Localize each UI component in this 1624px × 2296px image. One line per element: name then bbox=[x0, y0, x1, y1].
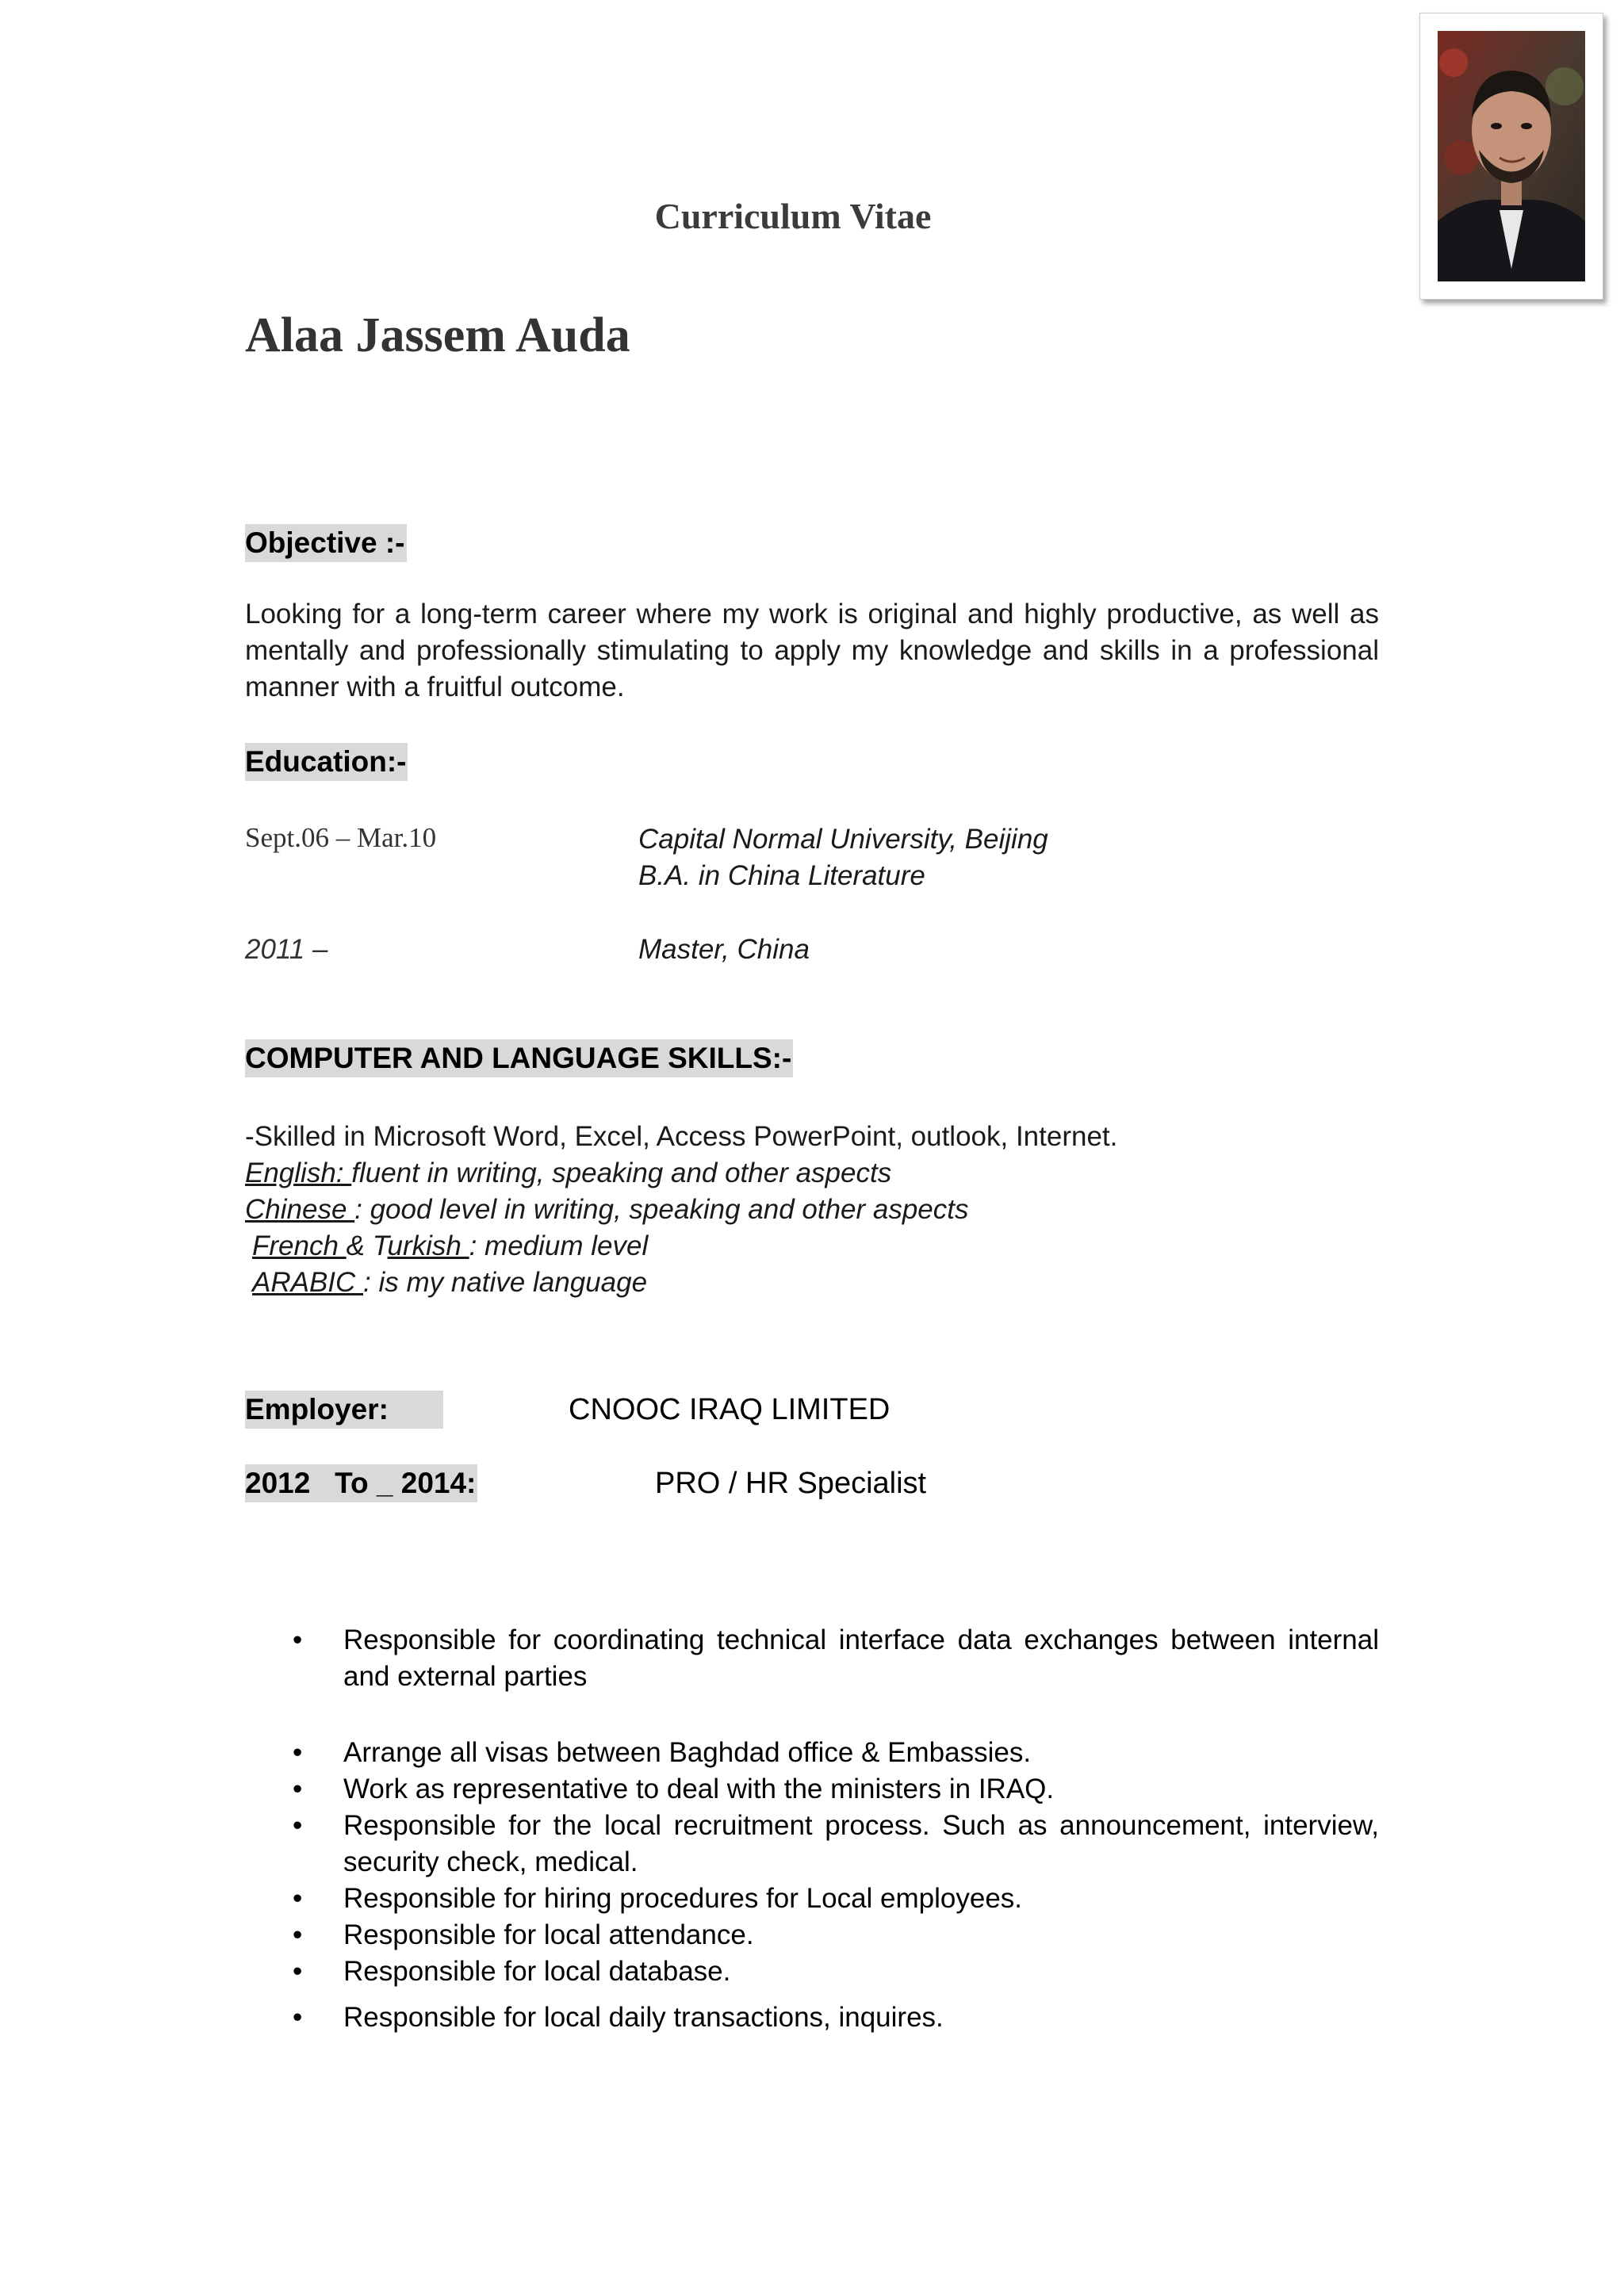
french-turkish-amp: & T bbox=[346, 1230, 388, 1261]
english-label: English: bbox=[245, 1158, 352, 1188]
duty-text: Arrange all visas between Baghdad office & Embassies. bbox=[343, 1737, 1032, 1768]
arabic-skill bbox=[252, 1265, 647, 1301]
duty-text: Responsible for hiring procedures for Local employees. bbox=[343, 1883, 1023, 1914]
bullet-dot: • bbox=[293, 1737, 303, 1768]
role-value: PRO / HR Specialist bbox=[655, 1467, 927, 1500]
education-heading: Education:- bbox=[245, 743, 408, 781]
duty-text: Responsible for local daily transactions, inquires. bbox=[343, 2002, 944, 2033]
arabic-text: : is my native language bbox=[363, 1267, 648, 1298]
cv-title: Curriculum Vitae bbox=[654, 196, 932, 236]
employer-heading: Employer: bbox=[245, 1391, 443, 1429]
bullet-dot: • bbox=[293, 1883, 303, 1914]
profile-photo-image bbox=[1438, 31, 1585, 281]
french-turkish-skill bbox=[252, 1228, 648, 1265]
duty-text: Work as representative to deal with the ministers in IRAQ. bbox=[343, 1774, 1055, 1804]
profile-photo-frame bbox=[1419, 13, 1603, 300]
duty-text: Responsible for local database. bbox=[343, 1956, 731, 1987]
skills-heading: COMPUTER AND LANGUAGE SKILLS:- bbox=[245, 1039, 793, 1077]
duty-text: Responsible for the local recruitment process. Such as announcement, interview, security check, medical. bbox=[343, 1810, 1379, 1877]
education-detail-2: Master, China bbox=[638, 934, 810, 965]
french-label: French bbox=[252, 1230, 347, 1261]
english-skill bbox=[245, 1155, 891, 1192]
duty-text: Responsible for local attendance. bbox=[343, 1919, 754, 1950]
objective-text: Looking for a long-term career where my work is original and highly productive, as well as mentally and professionally stimulating to apply my knowledge and skills in a professional manner with a fruitful outcome. bbox=[245, 599, 1379, 702]
bullet-dot: • bbox=[293, 1810, 303, 1841]
education-date-1: Sept.06 – Mar.10 bbox=[245, 822, 437, 853]
employer-value: CNOOC IRAQ LIMITED bbox=[569, 1393, 891, 1426]
employment-period-heading: 2012 To _ 2014: bbox=[245, 1464, 477, 1502]
education-degree-1: B.A. in China Literature bbox=[638, 860, 925, 891]
bullet-dot: • bbox=[293, 2002, 303, 2033]
english-text: fluent in writing, speaking and other aspects bbox=[351, 1158, 892, 1188]
arabic-label: ARABIC bbox=[252, 1267, 364, 1298]
bullet-dot: • bbox=[293, 1919, 303, 1950]
duty-text: Responsible for coordinating technical interface data exchanges between internal and external parties bbox=[343, 1624, 1379, 1692]
chinese-label: Chinese bbox=[245, 1194, 355, 1225]
profile-photo bbox=[1438, 31, 1585, 281]
bullet-dot: • bbox=[293, 1774, 303, 1804]
turkish-label: urkish bbox=[387, 1230, 469, 1261]
chinese-text: : good level in writing, speaking and other aspects bbox=[354, 1194, 969, 1225]
education-date-2: 2011 – bbox=[245, 934, 328, 965]
person-name: Alaa Jassem Auda bbox=[245, 308, 630, 362]
education-institution-1: Capital Normal University, Beijing bbox=[638, 824, 1048, 855]
french-turkish-text: : medium level bbox=[469, 1230, 649, 1261]
chinese-skill bbox=[245, 1192, 969, 1228]
computer-skills: -Skilled in Microsoft Word, Excel, Access PowerPoint, outlook, Internet. bbox=[245, 1121, 1118, 1152]
bullet-dot: • bbox=[293, 1956, 303, 1987]
objective-heading: Objective :- bbox=[245, 524, 407, 562]
bullet-dot: • bbox=[293, 1624, 303, 1655]
